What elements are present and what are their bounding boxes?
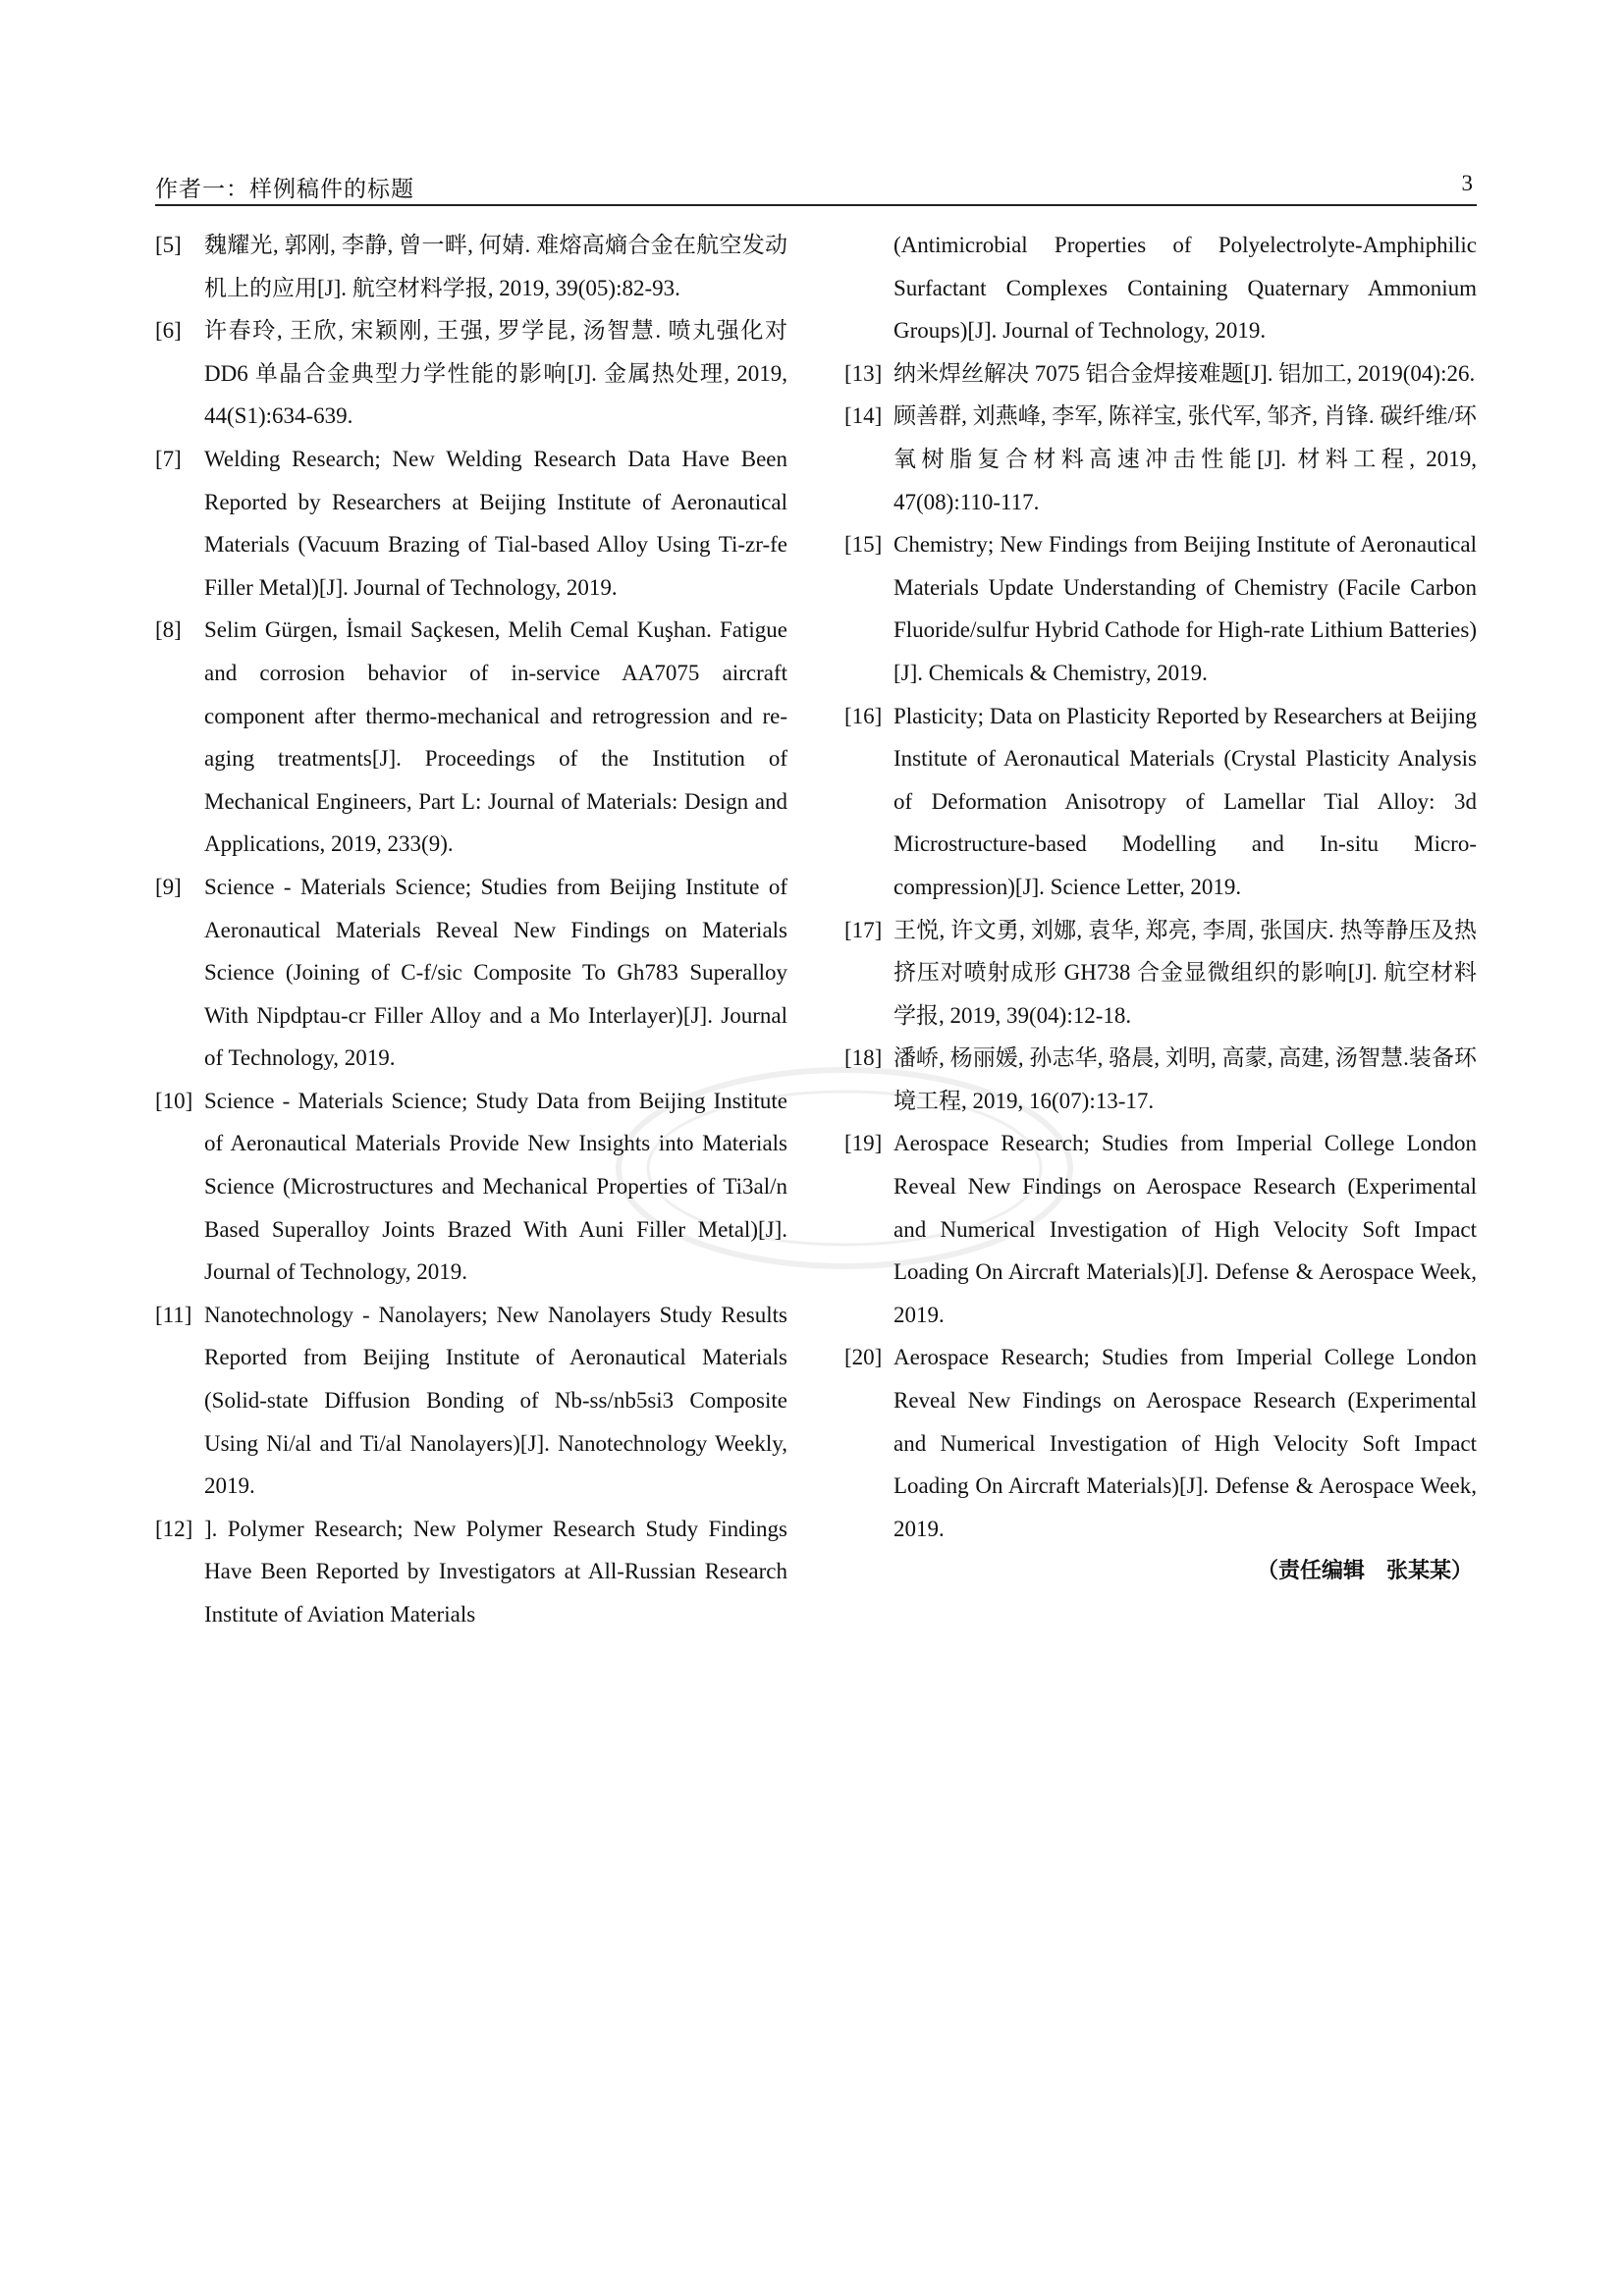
reference-text: 魏耀光, 郭刚, 李静, 曾一畔, 何婧. 难熔高熵合金在航空发动机上的应用[J]. 航空材料学报, 2019, 39(05):82-93.: [204, 233, 787, 300]
reference-item: [844, 1122, 1477, 1336]
reference-item: [155, 1508, 787, 1636]
reference-text: Selim Gürgen, İsmail Saçkesen, Melih Cemal Kuşhan. Fatigue and corrosion behavior of in-service AA7075 aircraft component after thermo-mechanical and retrogression and re-aging treatments[J]. Proceedings of the Institution of Mechanical Engineers, Part L: Journal of Materials: Design and Applications, 2019, 233(9).: [204, 617, 787, 857]
references-left-column: [155, 224, 787, 1636]
reference-number: [17]: [844, 917, 883, 942]
reference-text: 纳米焊丝解决 7075 铝合金焊接难题[J]. 铝加工, 2019(04):26.: [893, 360, 1476, 386]
reference-number: [8]: [155, 617, 182, 643]
page-number: 3: [1461, 171, 1473, 195]
reference-item: [844, 352, 1477, 396]
reference-number: [10]: [155, 1088, 193, 1113]
reference-item: [844, 695, 1477, 909]
reference-text: Plasticity; Data on Plasticity Reported by Researchers at Beijing Institute of Aeronautical Materials (Crystal Plasticity Analysis of Deformation Anisotropy of Lamellar Tial Alloy: 3d Microstructure-based Modelling and In-situ Micro-compression)[J]. Science Letter, 2019.: [893, 703, 1477, 899]
reference-number: [16]: [844, 703, 883, 728]
references-right-column: [844, 224, 1477, 1593]
reference-text: Welding Research; New Welding Research Data Have Been Reported by Researchers at Beijing Institute of Aeronautical Materials (Vacuum Brazing of Tial-based Alloy Using Ti-zr-fe Filler Metal)[J]. Journal of Technology, 2019.: [204, 446, 787, 600]
reference-number: [14]: [844, 403, 883, 429]
reference-number: [15]: [844, 532, 883, 558]
reference-text: Chemistry; New Findings from Beijing Institute of Aeronautical Materials Update Understanding of Chemistry (Facile Carbon Fluoride/sulfur Hybrid Cathode for High-rate Lithium Batteries)[J]. Chemicals & Chemistry, 2019.: [893, 532, 1477, 685]
reference-item: [155, 224, 787, 309]
reference-item: [155, 438, 787, 609]
reference-item: [155, 309, 787, 438]
reference-item: [155, 609, 787, 866]
running-header: [155, 169, 1477, 206]
reference-text: Science - Materials Science; Study Data from Beijing Institute of Aeronautical Materials Provide New Insights into Materials Science (Microstructures and Mechanical Properties of Ti3al/n Based Superalloy Joints Brazed With Auni Filler Metal)[J]. Journal of Technology, 2019.: [204, 1088, 787, 1285]
editor-note: （责任编辑 张某某）: [1256, 1559, 1473, 1584]
reference-text: 顾善群, 刘燕峰, 李军, 陈祥宝, 张代军, 邹齐, 肖锋. 碳纤维/环氧树脂复合材料高速冲击性能[J]. 材料工程, 2019, 47(08):110-117.: [893, 403, 1477, 514]
reference-number: [6]: [155, 318, 182, 344]
reference-item: [844, 1037, 1477, 1122]
reference-item: [155, 1294, 787, 1508]
reference-number: [19]: [844, 1131, 883, 1156]
reference-item: [844, 1336, 1477, 1550]
reference-item: [844, 395, 1477, 523]
reference-number: [13]: [844, 360, 883, 386]
reference-number: [7]: [155, 446, 182, 471]
reference-text: Nanotechnology - Nanolayers; New Nanolayers Study Results Reported from Beijing Institute of Aeronautical Materials (Solid-state Diffusion Bonding of Nb-ss/nb5si3 Composite Using Ni/al and Ti/al Nanolayers)[J]. Nanotechnology Weekly, 2019.: [204, 1302, 787, 1499]
reference-item: [844, 909, 1477, 1038]
running-title: 作者一：样例稿件的标题: [155, 177, 414, 201]
reference-text: 王悦, 许文勇, 刘娜, 袁华, 郑亮, 李周, 张国庆. 热等静压及热挤压对喷射成形 GH738 合金显微组织的影响[J]. 航空材料学报, 2019, 39(04):12-18.: [893, 917, 1477, 1028]
reference-text: 潘峤, 杨丽媛, 孙志华, 骆晨, 刘明, 高蒙, 高建, 汤智慧.装备环境工程, 2019, 16(07):13-17.: [893, 1045, 1477, 1113]
reference-number: [20]: [844, 1345, 883, 1370]
reference-text: 许春玲, 王欣, 宋颖刚, 王强, 罗学昆, 汤智慧. 喷丸强化对 DD6 单晶合金典型力学性能的影响[J]. 金属热处理, 2019, 44(S1):634-639.: [204, 318, 787, 429]
reference-number: [9]: [155, 874, 182, 899]
reference-text: Aerospace Research; Studies from Imperial College London Reveal New Findings on Aerospace Research (Experimental and Numerical Investigation of High Velocity Soft Impact Loading On Aircraft Materials)[J]. Defense & Aerospace Week, 2019.: [893, 1345, 1477, 1541]
reference-text: (Antimicrobial Properties of Polyelectrolyte-Amphiphilic Surfactant Complexes Containing Quaternary Ammonium Groups)[J]. Journal of Technology, 2019.: [893, 233, 1477, 344]
reference-number: [11]: [155, 1302, 192, 1327]
reference-item: [844, 523, 1477, 694]
reference-text: ]. Polymer Research; New Polymer Research Study Findings Have Been Reported by Investigators at All-Russian Research Institute of Aviation Materials: [204, 1516, 787, 1627]
reference-item: [155, 1080, 787, 1294]
reference-text: Science - Materials Science; Studies from Beijing Institute of Aeronautical Materials Reveal New Findings on Materials Science (Joining of C-f/sic Composite To Gh783 Superalloy With Nipdptau-cr Filler Alloy and a Mo Interlayer)[J]. Journal of Technology, 2019.: [204, 874, 787, 1071]
reference-number: [5]: [155, 233, 182, 257]
reference-continuation: [844, 224, 1477, 352]
reference-number: [12]: [155, 1516, 193, 1541]
reference-item: [155, 866, 787, 1080]
reference-number: [18]: [844, 1045, 883, 1071]
reference-text: Aerospace Research; Studies from Imperial College London Reveal New Findings on Aerospace Research (Experimental and Numerical Investigation of High Velocity Soft Impact Loading On Aircraft Materials)[J]. Defense & Aerospace Week, 2019.: [893, 1131, 1477, 1327]
